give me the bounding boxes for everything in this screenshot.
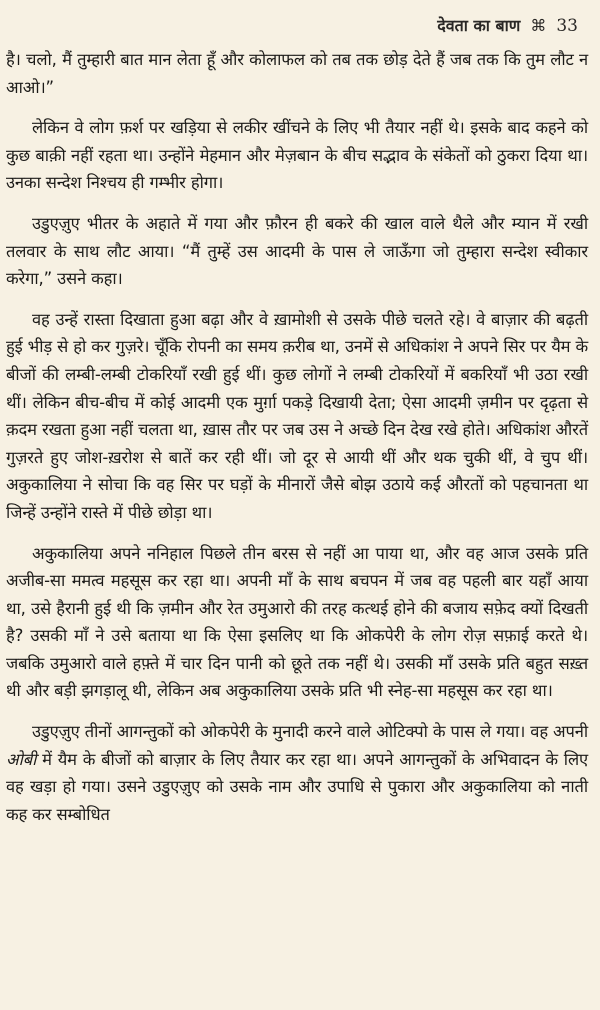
paragraph-6-part-2: में यैम के बीजों को बाज़ार के लिए तैयार कर रहा था। अपने आगन्तुकों के अभिवादन के लिए वह खड़ा हो गया। उसने उडुएज़ुए को उसके नाम और उपाधि से पुकारा और अकुकालिया को नाती कह कर सम्बोधित (6, 749, 588, 824)
page-number: 33 (556, 16, 578, 36)
chapter-title: देवता का बाण (437, 16, 521, 35)
paragraph-6-part-1: उडुएज़ुए तीनों आगन्तुकों को ओकपेरी के मुनादी करने वाले ओटिक्पो के पास ले गया। वह अपनी (32, 722, 588, 742)
paragraph-5: अकुकालिया अपने ननिहाल पिछले तीन बरस से नहीं आ पाया था, और वह आज उसके प्रति अजीब-सा ममत्व महसूस कर रहा था। अपनी माँ के साथ बचपन में जब वह पहली बार यहाँ आया था, उसे हैरानी हुई थी कि ज़मीन और रेत उमुआरो की तरह कत्थई होने की बजाय सफ़ेद क्यों दिखती है? उसकी माँ ने उसे बताया था कि ऐसा इसलिए था कि ओकपेरी के लोग रोज़ सफ़ाई करते थे। जबकि उमुआरो वाले हफ़्ते में चार दिन पानी को छूते तक नहीं थे। उसकी माँ उसके प्रति बहुत सख़्त थी और बड़ी झगड़ालू थी, लेकिन अब अकुकालिया उसके प्रति भी स्नेह-सा महसूस कर रहा था। (6, 543, 588, 701)
paragraph-2: लेकिन वे लोग फ़र्श पर खड़िया से लकीर खींचने के लिए भी तैयार नहीं थे। इसके बाद कहने को कुछ बाक़ी नहीं रहता था। उन्होंने मेहमान और मेज़बान के बीच सद्भाव के संकेतों को ठुकरा दिया था। उनका सन्देश निश्चय ही गम्भीर होगा। (6, 118, 588, 193)
paragraph-1: है। चलो, मैं तुम्हारी बात मान लेता हूँ और कोलाफल को तब तक छोड़ देते हैं जब तक कि तुम लौट न आओ।” (6, 50, 588, 97)
running-header (437, 14, 578, 36)
paragraph-4: वह उन्हें रास्ता दिखाता हुआ बढ़ा और वे ख़ामोशी से उसके पीछे चलते रहे। वे बाज़ार की बढ़ती हुई भीड़ से हो कर गुज़रे। चूँकि रोपनी का समय क़रीब था, उनमें से अधिकांश ने अपने सिर पर यैम के बीजों की लम्बी-लम्बी टोकरियाँ रखी हुई थीं। कुछ लोगों ने लम्बी टोकरियों में बकरियाँ भी उठा रखी थीं। लेकिन बीच-बीच में कोई आदमी एक मुर्ग़ा पकड़े दिखायी देता; ऐसा आदमी ज़मीन पर दृढ़ता से क़दम रखता हुआ नहीं चलता था, ख़ास तौर पर जब उस ने अच्छे दिन देख रखे होते। अधिकांश औरतें गुज़रते हुए जोश-ख़रोश से बातें कर रही थीं। जो दूर से आयी थीं और थक चुकी थीं, वे चुप थीं। अकुकालिया ने सोचा कि वह सिर पर घड़ों के मीनारों जैसे बोझ उठाये कई औरतों को पहचानता था जिन्हें उन्होंने रास्ते में पीछे छोड़ा था। (6, 309, 588, 522)
ornament-icon: ⌘ (530, 16, 547, 35)
body-text (6, 46, 588, 841)
paragraph-3: उडुएज़ुए भीतर के अहाते में गया और फ़ौरन ही बकरे की खाल वाले थैले और म्यान में रखी तलवार के साथ लौट आया। “मैं तुम्हें उस आदमी के पास ले जाऊँगा जो तुम्हारा सन्देश स्वीकार करेगा,” उसने कहा। (6, 213, 588, 289)
paragraph-6 (6, 718, 588, 828)
paragraph-6-italic-word: ओबी (6, 749, 37, 769)
